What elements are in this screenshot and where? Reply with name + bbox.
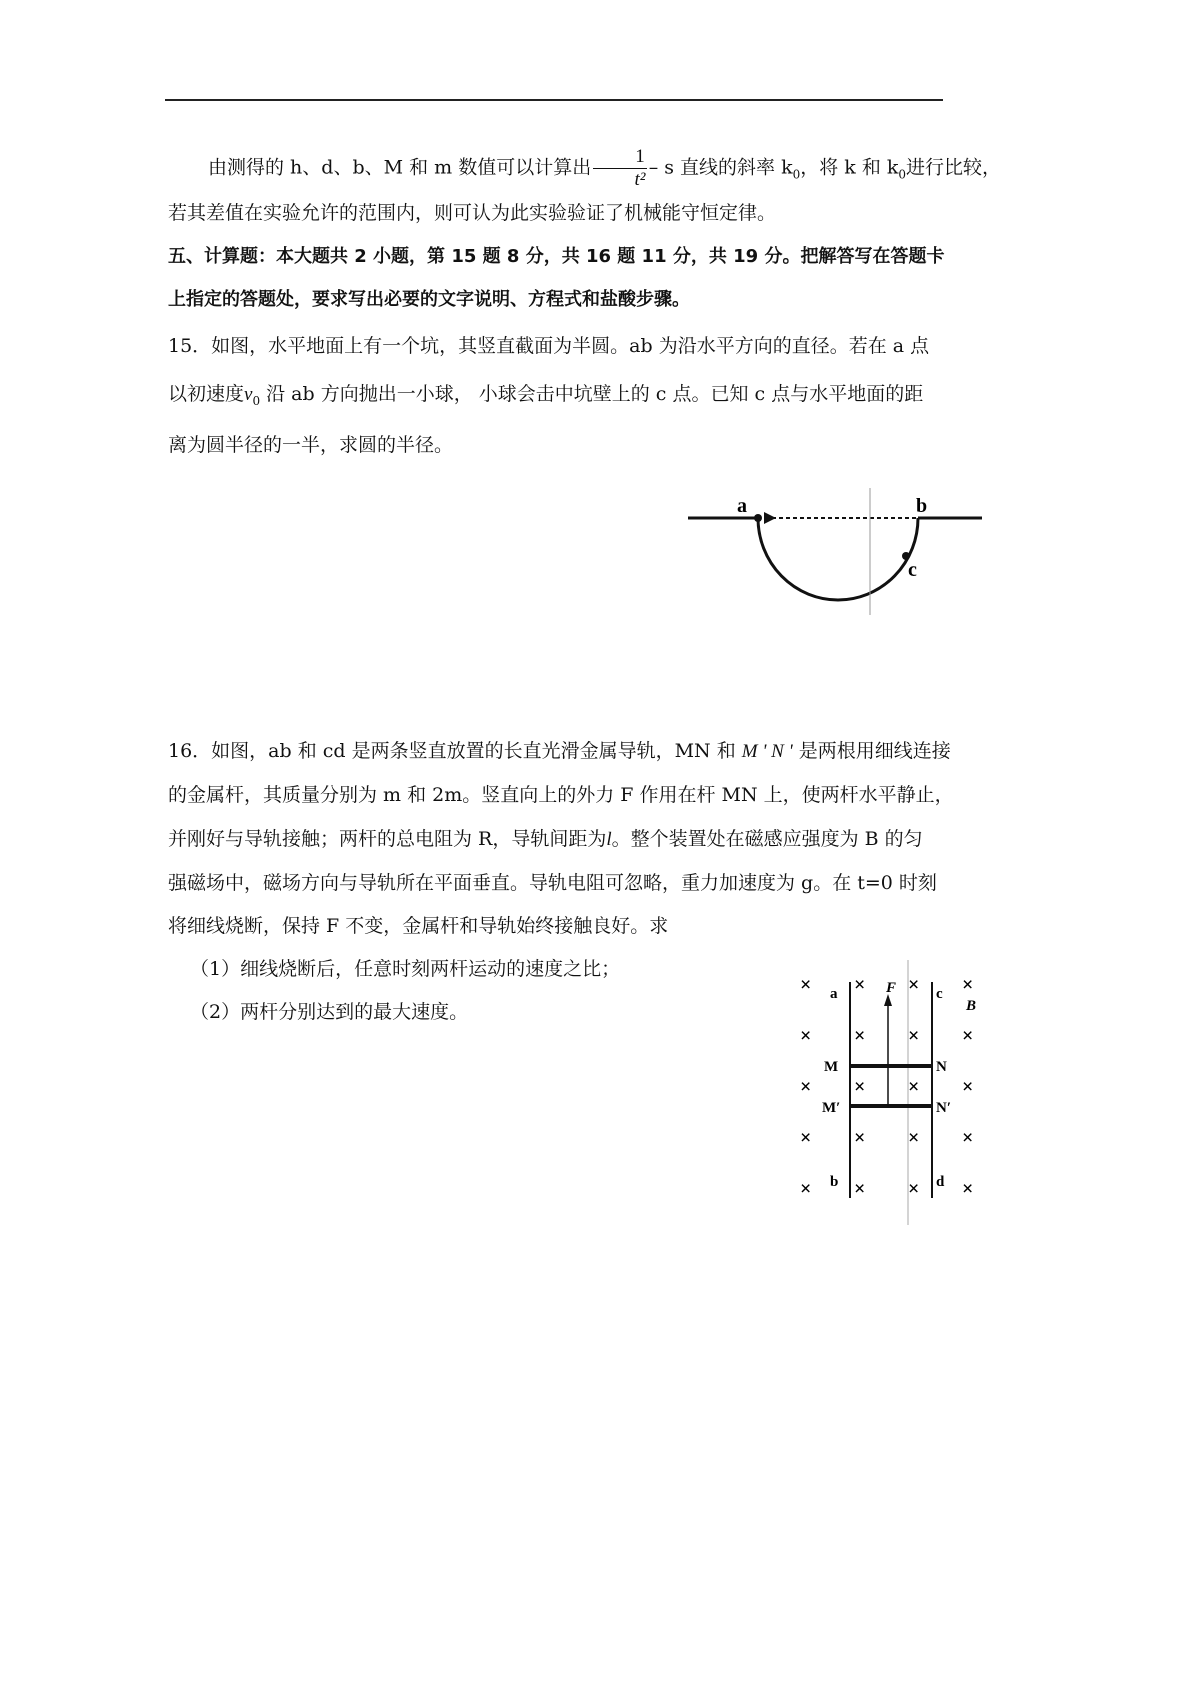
cross: × xyxy=(800,974,812,996)
cross: × xyxy=(962,974,974,996)
header-rule xyxy=(165,99,943,101)
cross: × xyxy=(854,974,866,996)
cross: × xyxy=(908,1178,920,1200)
sub: 0 xyxy=(898,167,907,182)
label-M-prime: M′ xyxy=(822,1100,841,1116)
sub: 0 xyxy=(252,393,261,408)
label-B: B xyxy=(966,998,977,1014)
cross: × xyxy=(854,1076,866,1098)
label-b: b xyxy=(830,1174,839,1190)
label-a: a xyxy=(737,495,747,517)
text: 由测得的 h、d、b、M 和 m 数值可以计算出 xyxy=(208,156,592,179)
label-c: c xyxy=(908,559,917,581)
q15-line3: 离为圆半径的一半，求圆的半径。 xyxy=(168,434,454,456)
cross: × xyxy=(908,974,920,996)
label-N-prime: N′ xyxy=(936,1100,952,1116)
text: 进行比较， xyxy=(906,156,1002,179)
cross: × xyxy=(962,1127,974,1149)
cross: × xyxy=(908,1025,920,1047)
text: 是两根用细线连接 xyxy=(798,740,951,762)
q15-figure xyxy=(680,480,990,620)
label-N: N xyxy=(936,1059,947,1075)
cross: × xyxy=(908,1127,920,1149)
text: ，将 k 和 k xyxy=(800,156,899,179)
label-b: b xyxy=(916,495,928,517)
v0: v xyxy=(244,384,253,405)
mn-prime: M ' N ' xyxy=(741,741,793,762)
text: 16．如图，ab 和 cd 是两条竖直放置的长直光滑金属导轨，MN 和 xyxy=(168,740,736,762)
frac-num: 1 xyxy=(593,146,647,169)
label-F: F xyxy=(886,980,897,996)
cross: × xyxy=(962,1025,974,1047)
frac-den: t² xyxy=(634,169,646,190)
cross: × xyxy=(854,1127,866,1149)
sub: 0 xyxy=(792,167,801,182)
cross: × xyxy=(962,1076,974,1098)
cross: × xyxy=(854,1025,866,1047)
cross: × xyxy=(800,1025,812,1047)
q16-line1 xyxy=(168,739,951,764)
section-heading-2: 上指定的答题处，要求写出必要的文字说明、方程式和盐酸步骤。 xyxy=(168,289,690,310)
cross: × xyxy=(800,1076,812,1098)
l: l xyxy=(606,829,612,850)
cross: × xyxy=(908,1076,920,1098)
paragraph-conclusion: 若其差值在实验允许的范围内，则可认为此实验验证了机械能守恒定律。 xyxy=(168,202,777,224)
text: 。整个装置处在磁感应强度为 B 的匀 xyxy=(611,828,923,850)
q16-line3 xyxy=(168,827,948,852)
q15-line1: 15．如图，水平地面上有一个坑，其竖直截面为半圆。ab 为沿水平方向的直径。若在 a 点 xyxy=(168,335,930,357)
cross: × xyxy=(800,1178,812,1200)
text: 并刚好与导轨接触；两杆的总电阻为 R，导轨间距为 xyxy=(168,828,607,850)
q16-sub2: （2）两杆分别达到的最大速度。 xyxy=(190,1001,469,1023)
text: 沿 ab 方向抛出一小球， 小球会击中坑壁上的 c 点。已知 c 点与水平地面的距 xyxy=(266,383,924,405)
q16-line5: 将细线烧断，保持 F 不变，金属杆和导轨始终接触良好。求 xyxy=(168,915,669,937)
cross: × xyxy=(854,1178,866,1200)
q16-line2: 的金属杆，其质量分别为 m 和 2m。竖直向上的外力 F 作用在杆 MN 上，使两杆水平静止， xyxy=(168,784,954,806)
section-heading: 五、计算题：本大题共 2 小题，第 15 题 8 分，共 16 题 11 分，共 19 分。把解答写在答题卡 xyxy=(168,246,945,267)
cross: × xyxy=(800,1127,812,1149)
label-d: d xyxy=(936,1174,945,1190)
cross: × xyxy=(962,1178,974,1200)
fraction xyxy=(593,146,647,191)
q16-figure xyxy=(790,960,990,1230)
label-c: c xyxy=(936,986,943,1002)
q16-line4: 强磁场中，磁场方向与导轨所在平面垂直。导轨电阻可忽略，重力加速度为 g。在 t=0 时刻 xyxy=(168,872,937,894)
q15-line2 xyxy=(168,382,948,413)
text: – s 直线的斜率 k xyxy=(648,156,793,179)
label-M: M xyxy=(824,1059,839,1075)
label-a: a xyxy=(830,986,838,1002)
q16-sub1: （1）细线烧断后，任意时刻两杆运动的速度之比； xyxy=(190,958,621,980)
text: 以初速度 xyxy=(168,383,245,405)
paragraph-slope xyxy=(168,146,1002,191)
